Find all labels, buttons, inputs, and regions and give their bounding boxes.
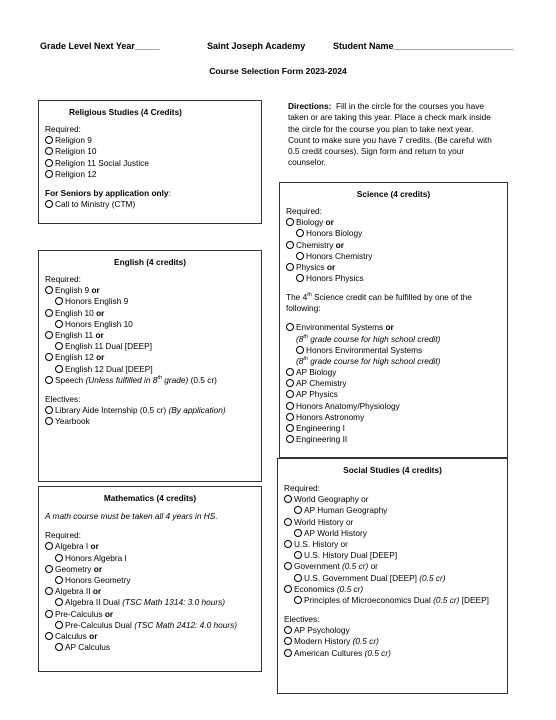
radio-circle-icon[interactable] — [45, 286, 53, 294]
radio-circle-icon[interactable] — [286, 413, 294, 421]
directions-body: Fill in the circle for the courses you have taken or are taking this year. Place a check mark inside the circle for the course you plan to take next year. Count to make sure you have 7 credits. (Be careful with 0.5 credit courses). Sign form and return to your counselor. — [288, 101, 492, 168]
radio-circle-icon[interactable] — [286, 241, 294, 249]
radio-circle-icon[interactable] — [284, 649, 292, 657]
radio-circle-icon[interactable] — [286, 218, 294, 226]
course-option[interactable]: Government (0.5 cr) or — [284, 561, 503, 572]
course-option[interactable]: Physics or — [286, 262, 503, 273]
required-label: Required: — [284, 483, 320, 493]
radio-circle-icon[interactable] — [45, 200, 53, 208]
course-option[interactable]: Call to Ministry (CTM) — [45, 199, 257, 210]
course-option[interactable]: Chemistry or — [286, 240, 503, 251]
radio-circle-icon[interactable] — [296, 274, 304, 282]
course-option[interactable]: AP Calculus — [45, 642, 257, 653]
directions-text — [288, 101, 496, 169]
radio-circle-icon[interactable] — [284, 495, 292, 503]
radio-circle-icon[interactable] — [45, 353, 53, 361]
grade-level-field: Grade Level Next Year_____ — [40, 41, 160, 51]
course-option[interactable]: Honors English 10 — [45, 319, 257, 330]
student-name-field: Student Name________________________ — [333, 41, 514, 51]
course-option[interactable]: U.S. History Dual [DEEP] — [284, 550, 503, 561]
course-option[interactable]: Speech (Unless fulfilled in 8th grade) (0.5 cr) — [45, 375, 257, 386]
radio-circle-icon[interactable] — [45, 170, 53, 178]
seniors-label: For Seniors by application only: — [45, 187, 171, 198]
course-option[interactable]: Environmental Systems or — [286, 322, 503, 333]
english-box — [38, 250, 262, 482]
radio-circle-icon[interactable] — [45, 565, 53, 573]
school-name: Saint Joseph Academy — [207, 41, 306, 51]
grade8-note: (8th grade course for high school credit) — [296, 355, 441, 366]
course-option[interactable]: Algebra II or — [45, 586, 257, 597]
course-option[interactable]: Biology or — [286, 217, 503, 228]
course-option[interactable]: AP Physics — [286, 389, 503, 400]
course-option[interactable]: Honors Biology — [286, 228, 503, 239]
course-option[interactable]: Religion 9 — [45, 135, 257, 146]
course-option[interactable]: Geometry or — [45, 564, 257, 575]
required-label: Required: — [286, 206, 322, 216]
mathematics-box — [38, 486, 262, 672]
radio-circle-icon[interactable] — [55, 342, 63, 350]
fourth-credit-note: The 4th Science credit can be fulfilled by one of the following: — [286, 292, 472, 314]
course-option[interactable]: Engineering II — [286, 434, 503, 445]
directions-label: Directions: — [288, 101, 332, 111]
radio-circle-icon[interactable] — [45, 136, 53, 144]
religious-studies-box — [38, 100, 262, 224]
course-option[interactable]: AP Chemistry — [286, 378, 503, 389]
radio-circle-icon[interactable] — [55, 365, 63, 373]
course-option[interactable]: English 10 or — [45, 308, 257, 319]
radio-circle-icon[interactable] — [45, 610, 53, 618]
course-option[interactable]: World History or — [284, 517, 503, 528]
social-studies-title: Social Studies (4 credits) — [343, 465, 442, 475]
course-option[interactable]: U.S. Government Dual [DEEP] (0.5 cr) — [284, 573, 503, 584]
course-option[interactable]: Library Aide Internship (0.5 cr) (By application) — [45, 405, 257, 416]
radio-circle-icon[interactable] — [284, 626, 292, 634]
radio-circle-icon[interactable] — [45, 406, 53, 414]
course-option[interactable]: U.S. History or — [284, 539, 503, 550]
radio-circle-icon[interactable] — [294, 596, 302, 604]
course-option[interactable]: Yearbook — [45, 416, 257, 427]
radio-circle-icon[interactable] — [294, 574, 302, 582]
radio-circle-icon[interactable] — [286, 379, 294, 387]
form-title: Course Selection Form 2023-2024 — [209, 66, 347, 76]
radio-circle-icon[interactable] — [45, 542, 53, 550]
course-option[interactable]: Pre-Calculus or — [45, 609, 257, 620]
course-option[interactable]: AP World History — [284, 528, 503, 539]
radio-circle-icon[interactable] — [55, 554, 63, 562]
required-label: Required: — [45, 530, 81, 541]
radio-circle-icon[interactable] — [286, 323, 294, 331]
radio-circle-icon[interactable] — [45, 147, 53, 155]
radio-circle-icon[interactable] — [45, 632, 53, 640]
radio-circle-icon[interactable] — [55, 598, 63, 606]
math-note: A math course must be taken all 4 years in HS. — [45, 511, 218, 521]
radio-circle-icon[interactable] — [286, 263, 294, 271]
radio-circle-icon[interactable] — [45, 309, 53, 317]
course-option[interactable]: Honors English 9 — [45, 296, 257, 307]
grade8-note: (8th grade course for high school credit) — [296, 333, 441, 344]
course-option[interactable]: English 12 Dual [DEEP] — [45, 364, 257, 375]
radio-circle-icon[interactable] — [286, 402, 294, 410]
radio-circle-icon[interactable] — [284, 585, 292, 593]
course-option[interactable]: Honors Geometry — [45, 575, 257, 586]
course-option[interactable]: World Geography or — [284, 494, 503, 505]
course-option[interactable]: American Cultures (0.5 cr) — [284, 648, 503, 659]
course-option[interactable]: Honors Chemistry — [286, 251, 503, 262]
radio-circle-icon[interactable] — [284, 637, 292, 645]
radio-circle-icon[interactable] — [45, 159, 53, 167]
english-title: English (4 credits) — [114, 257, 186, 267]
course-option[interactable]: Engineering I — [286, 423, 503, 434]
required-label: Required: — [45, 124, 81, 134]
radio-circle-icon[interactable] — [55, 576, 63, 584]
required-label: Required: — [45, 274, 81, 284]
course-option[interactable]: AP Biology — [286, 367, 503, 378]
course-option[interactable]: Calculus or — [45, 631, 257, 642]
science-title: Science (4 credits) — [356, 189, 431, 199]
radio-circle-icon[interactable] — [55, 643, 63, 651]
course-option[interactable]: AP Psychology — [284, 625, 503, 636]
electives-label: Electives: — [284, 614, 320, 625]
course-option[interactable]: Pre-Calculus Dual (TSC Math 2412: 4.0 hours) — [45, 620, 257, 631]
radio-circle-icon[interactable] — [55, 297, 63, 305]
course-option[interactable]: Religion 11 Social Justice — [45, 158, 257, 169]
course-option[interactable]: English 11 or — [45, 330, 257, 341]
radio-circle-icon[interactable] — [45, 587, 53, 595]
course-option[interactable]: Honors Algebra I — [45, 553, 257, 564]
social-studies-box — [277, 458, 508, 694]
radio-circle-icon[interactable] — [296, 252, 304, 260]
course-option[interactable]: Honors Anatomy/Physiology — [286, 401, 503, 412]
course-option[interactable]: Honors Environmental Systems — [286, 345, 503, 356]
radio-circle-icon[interactable] — [296, 346, 304, 354]
electives-label: Electives: — [45, 393, 81, 404]
radio-circle-icon[interactable] — [296, 229, 304, 237]
radio-circle-icon[interactable] — [284, 540, 292, 548]
course-option[interactable]: English 11 Dual [DEEP] — [45, 341, 257, 352]
course-option[interactable]: AP Human Geography — [284, 505, 503, 516]
radio-circle-icon[interactable] — [286, 390, 294, 398]
radio-circle-icon[interactable] — [284, 518, 292, 526]
course-option[interactable]: Honors Astronomy — [286, 412, 503, 423]
radio-circle-icon[interactable] — [294, 551, 302, 559]
course-option[interactable]: Algebra I or — [45, 541, 257, 552]
course-option[interactable]: Religion 10 — [45, 146, 257, 157]
course-option[interactable]: Economics (0.5 cr) — [284, 584, 503, 595]
radio-circle-icon[interactable] — [45, 376, 53, 384]
course-option[interactable]: Religion 12 — [45, 169, 257, 180]
radio-circle-icon[interactable] — [45, 417, 53, 425]
radio-circle-icon[interactable] — [286, 368, 294, 376]
radio-circle-icon[interactable] — [284, 562, 292, 570]
course-option[interactable]: Algebra II Dual (TSC Math 1314: 3.0 hours) — [45, 597, 257, 608]
radio-circle-icon[interactable] — [55, 320, 63, 328]
course-option[interactable]: Honors Physics — [286, 273, 503, 284]
religious-studies-title: Religious Studies (4 Credits) — [69, 107, 182, 117]
course-option[interactable]: Principles of Microeconomics Dual (0.5 cr) [DEEP] — [284, 595, 503, 606]
course-option[interactable]: English 9 or — [45, 285, 257, 296]
course-option[interactable]: Modern History (0.5 cr) — [284, 636, 503, 647]
mathematics-title: Mathematics (4 credits) — [103, 493, 197, 503]
radio-circle-icon[interactable] — [286, 435, 294, 443]
radio-circle-icon[interactable] — [55, 621, 63, 629]
radio-circle-icon[interactable] — [294, 529, 302, 537]
radio-circle-icon[interactable] — [45, 331, 53, 339]
science-box — [279, 182, 508, 458]
course-option[interactable]: English 12 or — [45, 352, 257, 363]
radio-circle-icon[interactable] — [294, 506, 302, 514]
radio-circle-icon[interactable] — [286, 424, 294, 432]
